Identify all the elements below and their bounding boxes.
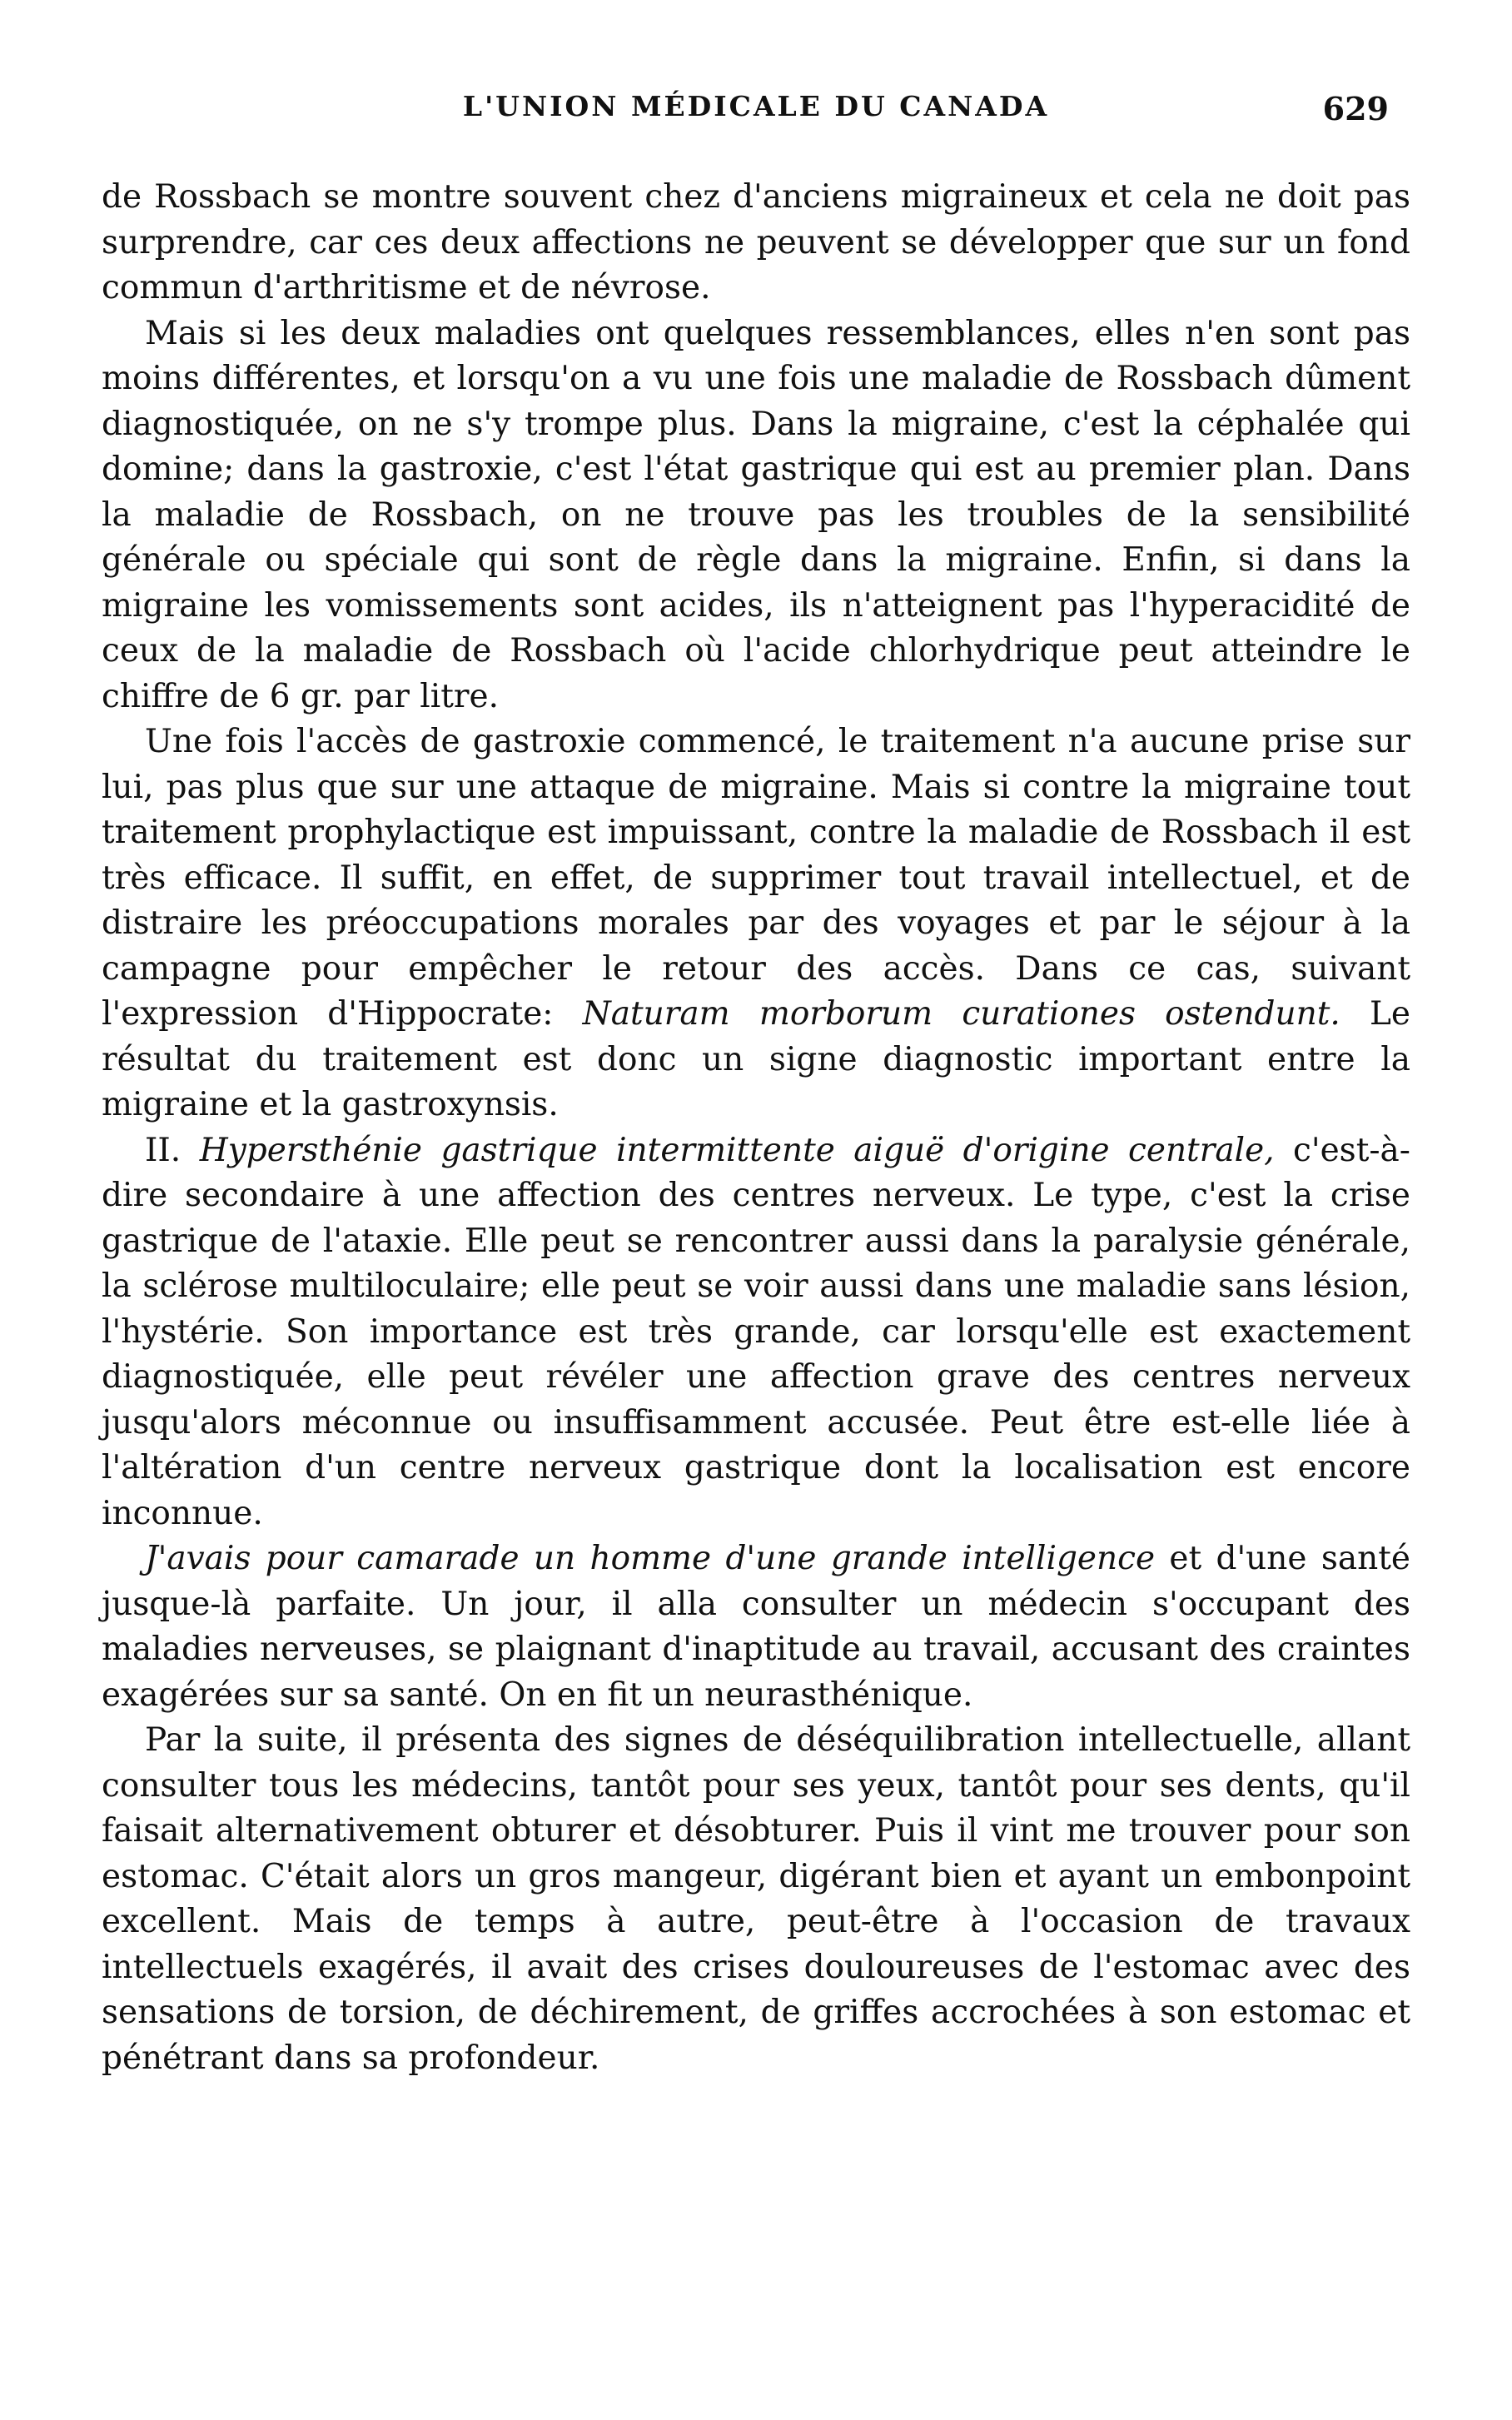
page-header xyxy=(123,90,1389,140)
paragraph-3-text-after: Le résultat du traitement est donc un signe diagnostic important entre la migraine et la gastroxynsis. xyxy=(102,995,1410,1123)
page-number: 629 xyxy=(1322,90,1389,127)
paragraph-1-text: de Rossbach se montre souvent chez d'anciens migraineux et cela ne doit pas surprendre, car ces deux affections ne peuvent se développer que sur un fond commun d'arthritisme et de névrose. xyxy=(102,178,1410,306)
paragraph-1 xyxy=(102,175,1410,311)
body-text xyxy=(102,175,1410,2081)
paragraph-3 xyxy=(102,720,1410,1128)
running-title: L'UNION MÉDICALE DU CANADA xyxy=(462,90,1050,122)
paragraph-3-latin-quote: Naturam morborum curationes ostendunt. xyxy=(582,995,1340,1033)
paragraph-5 xyxy=(102,1536,1410,1718)
paragraph-4 xyxy=(102,1128,1410,1537)
section-heading: Hypersthénie gastrique intermittente aiguë d'origine centrale, xyxy=(199,1131,1275,1169)
paragraph-4-text: c'est-à-dire secondaire à une affection des centres nerveux. Le type, c'est la crise gastrique de l'ataxie. Elle peut se rencontrer aussi dans la paralysie générale, la sclérose multiloculaire; elle peut se voir aussi dans une maladie sans lésion, l'hystérie. Son importance est très grande, car lorsqu'elle est exactement diagnostiquée, elle peut révéler une affection grave des centres nerveux jusqu'alors méconnue ou insuffisamment accusée. Peut être est-elle liée à l'altération d'un centre nerveux gastrique dont la localisation est encore inconnue. xyxy=(102,1131,1410,1532)
paragraph-2-text: Mais si les deux maladies ont quelques ressemblances, elles n'en sont pas moins différentes, et lorsqu'on a vu une fois une maladie de Rossbach dûment diagnostiquée, on ne s'y trompe plus. Dans la migraine, c'est la céphalée qui domine; dans la gastroxie, c'est l'état gastrique qui est au premier plan. Dans la maladie de Rossbach, on ne trouve pas les troubles de la sensibilité générale ou spéciale qui sont de règle dans la migraine. Enfin, si dans la migraine les vomissements sont acides, ils n'atteignent pas l'hyperacidité de ceux de la maladie de Rossbach où l'acide chlorhydrique peut atteindre le chiffre de 6 gr. par litre. xyxy=(102,314,1410,715)
paragraph-5-text: et d'une santé jusque-là parfaite. Un jour, il alla consulter un médecin s'occupant des maladies nerveuses, se plaignant d'inaptitude au travail, accusant des craintes exagérées sur sa santé. On en fit un neurasthénique. xyxy=(102,1540,1410,1714)
paragraph-5-italic: J'avais pour camarade un homme d'une grande intelligence xyxy=(145,1540,1156,1577)
paragraph-2 xyxy=(102,311,1410,720)
paragraph-3-text-before: Une fois l'accès de gastroxie commencé, le traitement n'a aucune prise sur lui, pas plus que sur une attaque de migraine. Mais si contre la migraine tout traitement prophylactique est impuissant, contre la maladie de Rossbach il est très efficace. Il suffit, en effet, de supprimer tout travail intellectuel, et de distraire les préoccupations morales par des voyages et par le séjour à la campagne pour empêcher le retour des accès. Dans ce cas, suivant l'expression d'Hippocrate: xyxy=(102,723,1410,1033)
section-number: II. xyxy=(145,1131,182,1169)
paragraph-6-text: Par la suite, il présenta des signes de déséquilibration intellectuelle, allant consulter tous les médecins, tantôt pour ses yeux, tantôt pour ses dents, qu'il faisait alternativement obturer et désobturer. Puis il vint me trouver pour son estomac. C'était alors un gros mangeur, digérant bien et ayant un embonpoint excellent. Mais de temps à autre, peut-être à l'occasion de travaux intellectuels exagérés, il avait des crises douloureuses de l'estomac avec des sensations de torsion, de déchirement, de griffes accrochées à son estomac et pénétrant dans sa profondeur. xyxy=(102,1721,1410,2077)
paragraph-6 xyxy=(102,1718,1410,2081)
